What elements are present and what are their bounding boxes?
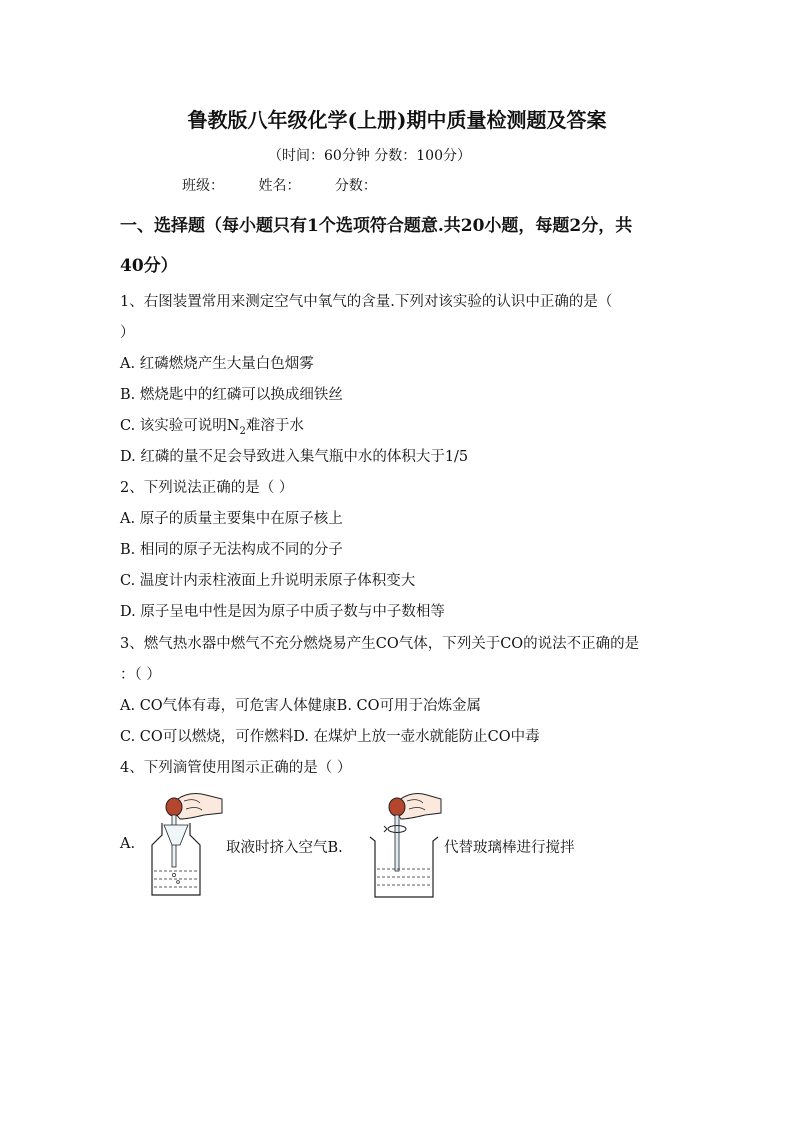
q3-stem: 3、燃气热水器中燃气不充分燃烧易产生CO气体，下列关于CO的说法不正确的是	[120, 636, 640, 652]
class-label: 班级：	[182, 178, 224, 194]
q1-option-d: D. 红磷的量不足会导致进入集气瓶中水的体积大于1/5	[120, 449, 469, 465]
q1-stem: 1、右图装置常用来测定空气中氧气的含量.下列对该实验的认识中正确的是（	[120, 294, 613, 310]
q4-option-b-text: 代替玻璃棒进行搅拌	[444, 840, 575, 856]
score-label: 分数：	[334, 178, 377, 194]
q2-option-c: C. 温度计内汞柱液面上升说明汞原子体积变大	[120, 573, 416, 589]
q3-options-ab: A. CO气体有毒，可危害人体健康B. CO可用于冶炼金属	[120, 698, 482, 714]
q1-option-c-text: C. 该实验可说明N	[120, 418, 240, 434]
section-heading: 一、选择题（每小题只有1个选项符合题意.共20小题，每题2分，共	[120, 216, 633, 236]
q2-option-b: B. 相同的原子无法构成不同的分子	[120, 542, 343, 558]
q1-stem-cont: ）	[120, 325, 135, 341]
q1-option-a: A. 红磷燃烧产生大量白色烟雾	[120, 356, 314, 372]
q1-option-b: B. 燃烧匙中的红磷可以换成细铁丝	[120, 387, 343, 403]
q4-stem: 4、下列滴管使用图示正确的是（ ）	[120, 760, 352, 776]
dropper-beaker-figure	[365, 785, 445, 900]
section-heading-cont: 40分）	[120, 256, 178, 276]
name-label: 姓名：	[258, 178, 301, 194]
q2-option-a: A. 原子的质量主要集中在原子核上	[120, 511, 343, 527]
q1-option-c-subscript: 2	[239, 425, 246, 437]
page-title: 鲁教版八年级化学(上册)期中质量检测题及答案	[187, 108, 607, 132]
exam-time-score: （时间：60分钟 分数：100分）	[268, 148, 471, 164]
q4-option-a-text: 取液时挤入空气B.	[226, 840, 343, 856]
q3-options-cd: C. CO可以燃烧，可作燃料D. 在煤炉上放一壶水就能防止CO中毒	[120, 729, 540, 745]
q3-stem-cont: ：（ ）	[120, 667, 161, 683]
q1-option-c	[120, 414, 304, 437]
q4-option-a-label: A.	[120, 836, 136, 852]
q2-option-d: D. 原子呈电中性是因为原子中质子数与中子数相等	[120, 604, 445, 620]
q1-option-c-text-end: 难溶于水	[245, 418, 304, 434]
dropper-bottle-figure	[140, 785, 224, 900]
q2-stem: 2、下列说法正确的是（ ）	[120, 480, 294, 496]
student-info-line	[182, 175, 407, 195]
